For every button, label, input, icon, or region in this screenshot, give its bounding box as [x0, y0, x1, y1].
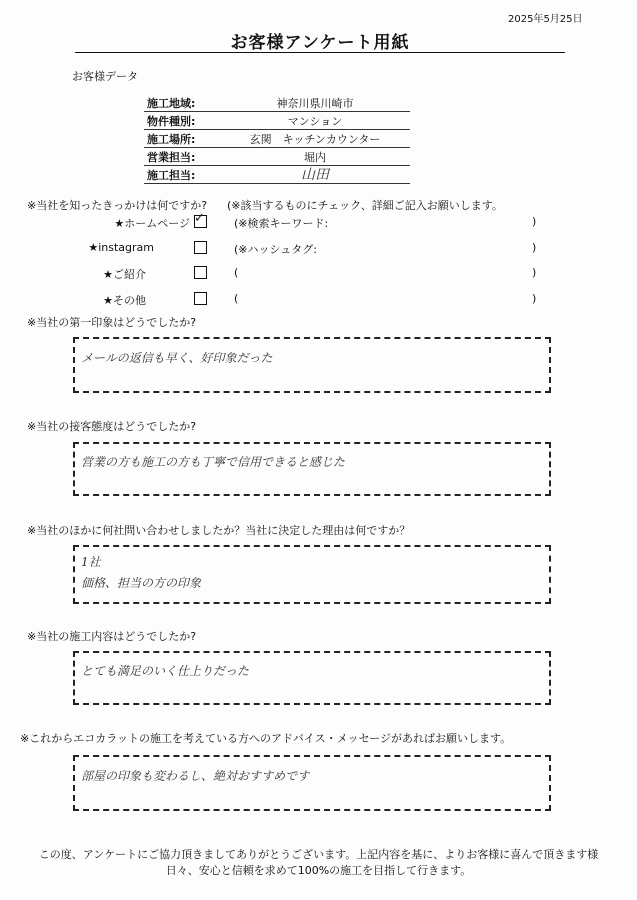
handwritten-installer-name: 山田: [301, 167, 329, 183]
checkbox-other[interactable]: [194, 292, 207, 305]
answer-box-first-impression[interactable]: [73, 337, 551, 393]
row-underline: [144, 183, 410, 184]
handwritten-answer: とても満足のいく仕上りだった: [81, 664, 250, 678]
data-row-property-type: [144, 113, 410, 129]
page-title: お客様アンケート用紙: [230, 33, 410, 53]
title-block: [75, 28, 565, 54]
option-detail-instagram: (※ハッシュタグ:: [234, 243, 317, 256]
data-label: 施工担当:: [147, 169, 196, 182]
question-1: ※当社を知ったきっかけは何ですか?: [27, 199, 208, 212]
data-label: 施工地域:: [147, 97, 196, 110]
handwritten-answer: メールの返信も早く、好印象だった: [81, 351, 273, 365]
data-value: マンション: [287, 115, 343, 128]
option-label-other: ★その他: [103, 294, 146, 307]
checkbox-instagram[interactable]: [194, 241, 207, 254]
checkbox-homepage[interactable]: [194, 211, 207, 228]
data-label: 営業担当:: [147, 151, 196, 164]
answer-box-customer-service[interactable]: [73, 442, 551, 496]
option-label-instagram: ★instagram: [88, 241, 154, 254]
data-row-location: [144, 131, 410, 147]
data-value: 堀内: [304, 151, 326, 164]
data-row-area: [144, 95, 410, 111]
option-close-paren: ): [532, 241, 537, 254]
data-label: 施工場所:: [147, 133, 196, 146]
answer-box-advice[interactable]: [73, 755, 551, 811]
data-row-installer: [144, 167, 410, 183]
handwritten-answer: 1社: [81, 555, 101, 569]
checkbox-referral[interactable]: [194, 266, 207, 279]
option-detail-other: (: [234, 292, 239, 305]
answer-box-work-quality[interactable]: [73, 651, 551, 705]
question-1-instruction: (※該当するものにチェック、詳細ご記入お願いします。: [227, 199, 503, 212]
handwritten-answer: 営業の方も施工の方も丁寧で信用できると感じた: [81, 455, 346, 469]
option-label-referral: ★ご紹介: [103, 268, 146, 281]
footer-line-2: 日々、安心と信頼を求めて100%の施工を目指して行きます。: [165, 864, 472, 877]
row-underline: [144, 147, 410, 148]
check-mark-icon: ✓: [194, 211, 205, 226]
survey-date: 2025年5月25日: [508, 14, 583, 25]
answer-box-other-companies[interactable]: [73, 545, 551, 604]
handwritten-answer: 部屋の印象も変わるし、絶対おすすめです: [81, 769, 310, 783]
option-close-paren: ): [532, 292, 537, 305]
data-value: 玄関 キッチンカウンター: [249, 133, 381, 146]
option-detail-referral: (: [234, 266, 239, 279]
question-3: ※当社の接客態度はどうでしたか?: [27, 420, 197, 433]
row-underline: [144, 129, 410, 130]
option-close-paren: ): [532, 215, 537, 228]
question-5: ※当社の施工内容はどうでしたか?: [27, 630, 197, 643]
handwritten-answer: 価格、担当の方の印象: [81, 576, 202, 590]
question-4: ※当社のほかに何社問い合わせしましたか？当社に決定した理由は何ですか？: [27, 524, 411, 537]
option-label-homepage: ★ホームページ: [114, 217, 190, 230]
option-detail-homepage: (※検索キーワード:: [234, 217, 329, 230]
data-value: 神奈川県川崎市: [276, 97, 354, 110]
data-row-sales-rep: [144, 149, 410, 165]
footer-line-1: この度、アンケートにご協力頂きましてありがとうございます。上記内容を基に、よりお客様に喜んで頂きます様: [38, 848, 599, 861]
row-underline: [144, 111, 410, 112]
title-underline: [75, 52, 565, 53]
question-2: ※当社の第一印象はどうでしたか?: [27, 316, 197, 329]
option-close-paren: ): [532, 266, 537, 279]
customer-data-heading: お客様データ: [72, 70, 138, 83]
data-label: 物件種別:: [147, 115, 196, 128]
question-6: ※これからエコカラットの施工を考えている方へのアドバイス・メッセージがあればお願いします。: [20, 732, 512, 745]
